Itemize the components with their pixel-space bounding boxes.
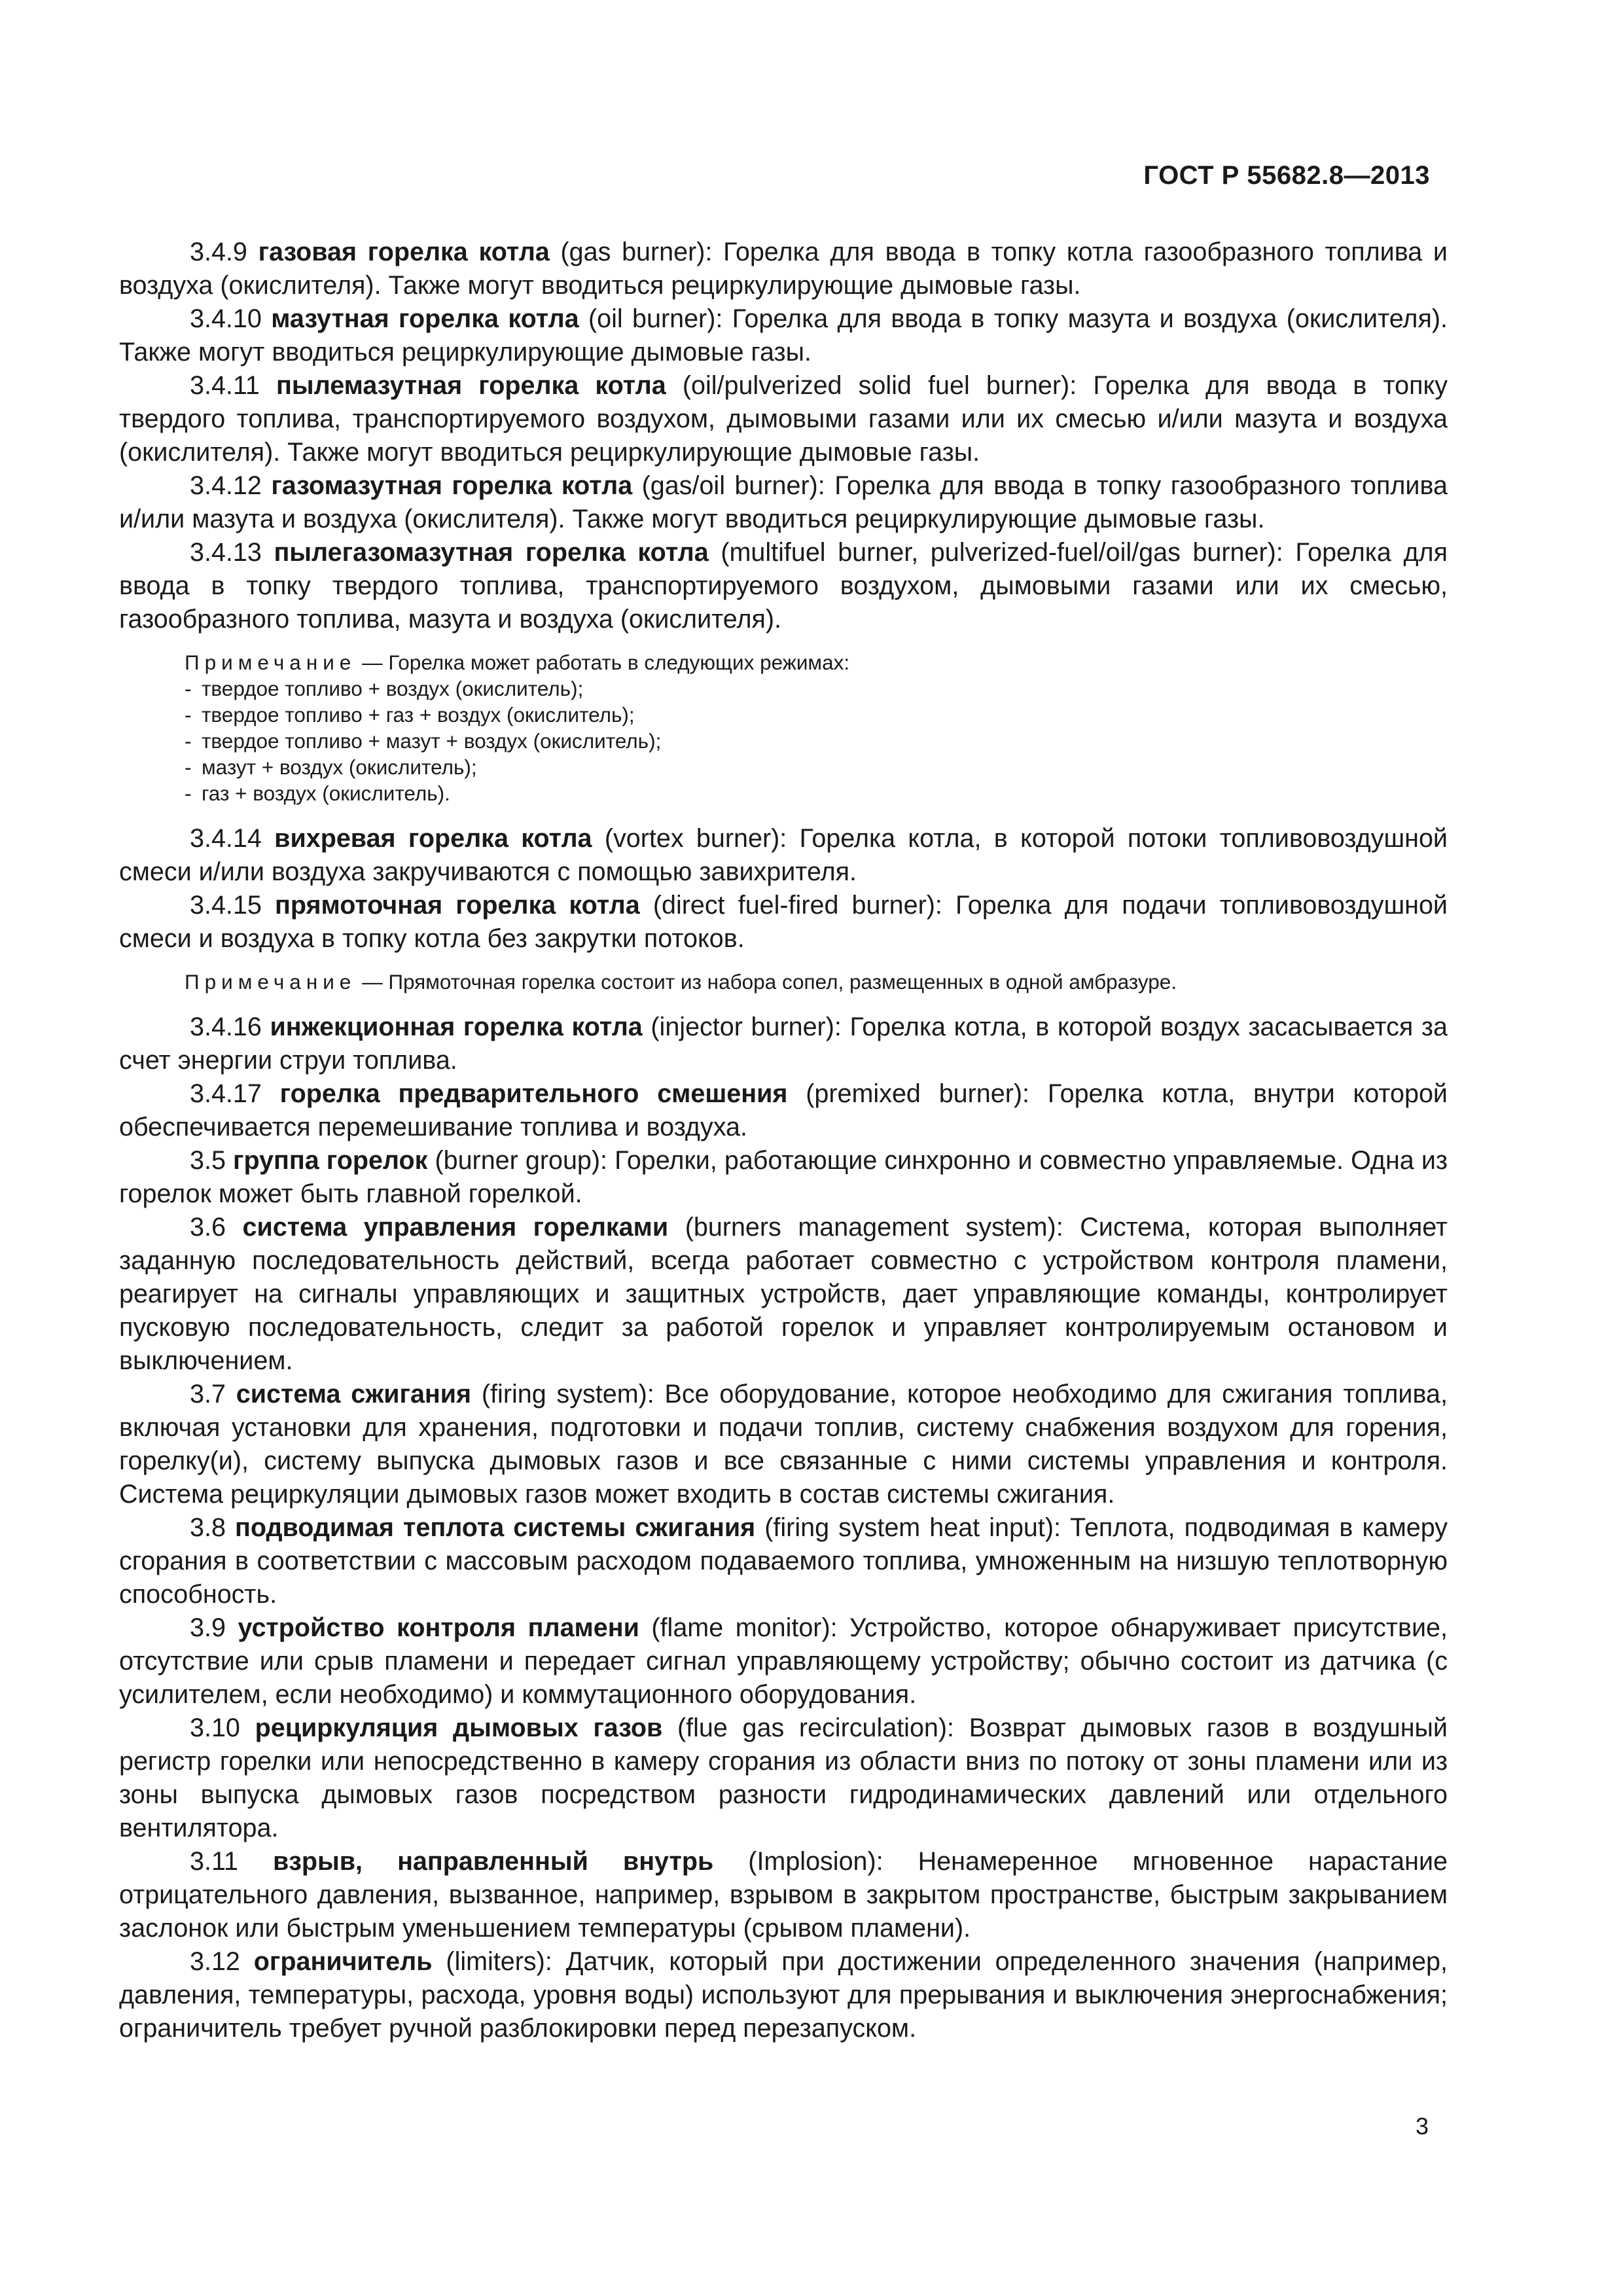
definition-paragraph — [119, 1144, 1448, 1211]
definition-paragraph — [119, 1211, 1448, 1378]
definition-number: 3.4.9 — [190, 238, 247, 266]
definition-text: (gas/oil burner): Горелка для ввода в топку газообразного топлива и/или мазута и воздуха (окислителя). Также могут вводиться рециркулирующие дымовые газы. — [119, 471, 1448, 533]
definition-number: 3.10 — [190, 1713, 240, 1742]
definition-number: 3.4.10 — [190, 304, 262, 333]
definition-text: (limiters): Датчик, который при достижении определенного значения (например, давления, температуры, расхода, уровня воды) используют для прерывания и выключения энергоснабжения; ограничитель требует ручной разблокировки перед перезапуском. — [119, 1947, 1448, 2043]
definition-number: 3.6 — [190, 1213, 226, 1242]
definition-paragraph — [119, 1378, 1448, 1511]
definition-text: (firing system): Все оборудование, которое необходимо для сжигания топлива, включая установки для хранения, подготовки и подачи топлив, систему снабжения воздухом для горения, горелку(и), систему выпуска дымовых газов и все связанные с ними системы управления и контроля. Система рециркуляции дымовых газов может входить в состав системы сжигания. — [119, 1380, 1448, 1509]
note-list-item-text: твердое топливо + мазут + воздух (окислитель); — [202, 729, 662, 753]
list-dash: - — [185, 755, 192, 779]
page-content — [119, 236, 1448, 2045]
definition-text: (injector burner): Горелка котла, в которой воздух засасывается за счет энергии струи топлива. — [119, 1013, 1448, 1075]
list-dash: - — [185, 677, 192, 700]
definition-paragraph — [119, 236, 1448, 302]
definition-term: ограничитель — [253, 1947, 433, 1976]
note-1-head — [185, 649, 1448, 675]
definition-text: (multifuel burner, pulverized-fuel/oil/gas burner): Горелка для ввода в топку твердого топлива, транспортируемого воздухом, дымовыми газами или их смесью, газообразного топлива, мазута и воздуха (окислителя). — [119, 538, 1448, 634]
definition-paragraph — [119, 1712, 1448, 1845]
note-list-item — [185, 702, 1448, 728]
definition-number: 3.7 — [190, 1380, 226, 1408]
definition-number: 3.4.12 — [190, 471, 262, 500]
definition-paragraph — [119, 1011, 1448, 1077]
definition-number: 3.12 — [190, 1947, 240, 1976]
definition-number: 3.5 — [190, 1146, 226, 1175]
definition-term: система сжигания — [236, 1380, 472, 1408]
note-2-text: — Прямоточная горелка состоит из набора сопел, размещенных в одной амбразуре. — [356, 970, 1177, 994]
definition-text: (gas burner): Горелка для ввода в топку котла газообразного топлива и воздуха (окислителя). Также могут вводиться рециркулирующие дымовые газы. — [119, 238, 1448, 300]
definition-term: мазутная горелка котла — [271, 304, 579, 333]
definition-term: рециркуляция дымовых газов — [255, 1713, 663, 1742]
definition-text: (burner group): Горелки, работающие синхронно и совместно управляемые. Одна из горелок может быть главной горелкой. — [119, 1146, 1448, 1208]
note-1-label: Примечание — [185, 651, 357, 674]
document-header: ГОСТ Р 55682.8—2013 — [1143, 161, 1430, 190]
definition-paragraph — [119, 1077, 1448, 1144]
definition-text: (oil/pulverized solid fuel burner): Горелка для ввода в топку твердого топлива, транспортируемого воздухом, дымовыми газами или их смесью и/или мазута и воздуха (окислителя). Также могут вводиться рециркулирующие дымовые газы. — [119, 371, 1448, 467]
note-1 — [119, 649, 1448, 806]
definition-paragraph — [119, 822, 1448, 889]
note-list-item — [185, 780, 1448, 806]
note-list-item — [185, 728, 1448, 754]
definition-number: 3.4.11 — [190, 371, 260, 400]
note-2 — [119, 969, 1448, 995]
definition-text: (premixed burner): Горелка котла, внутри которой обеспечивается перемешивание топлива и воздуха. — [119, 1079, 1448, 1141]
definition-paragraph — [119, 302, 1448, 369]
note-1-list — [185, 675, 1448, 806]
list-dash: - — [185, 781, 192, 805]
note-list-item-text: твердое топливо + газ + воздух (окислитель); — [202, 703, 635, 726]
definition-paragraph — [119, 889, 1448, 956]
definition-paragraph — [119, 1611, 1448, 1712]
definition-number: 3.4.14 — [190, 824, 262, 853]
definition-text: (flame monitor): Устройство, которое обнаруживает присутствие, отсутствие или срыв пламени и передает сигнал управляющему устройству; обычно состоит из датчика (с усилителем, если необходимо) и коммутационного оборудования. — [119, 1613, 1448, 1709]
note-list-item-text: твердое топливо + воздух (окислитель); — [202, 677, 584, 700]
definition-number: 3.11 — [190, 1847, 238, 1876]
definition-text: (oil burner): Горелка для ввода в топку мазута и воздуха (окислителя). Также могут вводиться рециркулирующие дымовые газы. — [119, 304, 1448, 367]
note-2-label: Примечание — [185, 970, 357, 994]
definition-number: 3.4.17 — [190, 1079, 262, 1108]
definitions-group-1 — [119, 236, 1448, 636]
note-1-text: — Горелка может работать в следующих режимах: — [356, 651, 850, 674]
definitions-group-3 — [119, 1011, 1448, 2045]
definition-paragraph — [119, 469, 1448, 536]
note-list-item — [185, 675, 1448, 702]
definition-number: 3.4.15 — [190, 891, 262, 920]
definition-text: (firing system heat input): Теплота, подводимая в камеру сгорания в соответствии с массовым расходом подаваемого топлива, умноженным на низшую теплотворную способность. — [119, 1513, 1448, 1609]
definition-paragraph — [119, 1511, 1448, 1611]
definition-term: пылегазомазутная горелка котла — [274, 538, 709, 567]
definitions-group-2 — [119, 822, 1448, 956]
definition-term: группа горелок — [233, 1146, 428, 1175]
definition-term: газовая горелка котла — [258, 238, 550, 266]
note-list-item — [185, 754, 1448, 780]
definition-term: прямоточная горелка котла — [274, 891, 640, 920]
definition-term: газомазутная горелка котла — [271, 471, 633, 500]
definition-text: (direct fuel-fired burner): Горелка для подачи топливовоздушной смеси и воздуха в топку котла без закрутки потоков. — [119, 891, 1448, 953]
definition-term: подводимая теплота системы сжигания — [235, 1513, 756, 1542]
definition-term: вихревая горелка котла — [274, 824, 592, 853]
definition-number: 3.9 — [190, 1613, 226, 1642]
definition-text: (flue gas recirculation): Возврат дымовых газов в воздушный регистр горелки или непосредственно в камеру сгорания из области вниз по потоку от зоны пламени или из зоны выпуска дымовых газов посредством разности гидродинамических давлений или отдельного вентилятора. — [119, 1713, 1448, 1842]
definition-number: 3.4.16 — [190, 1013, 262, 1041]
note-2-head — [185, 969, 1448, 995]
definition-term: пылемазутная горелка котла — [276, 371, 666, 400]
definition-number: 3.4.13 — [190, 538, 262, 567]
definition-paragraph — [119, 369, 1448, 469]
definition-term: инжекционная горелка котла — [270, 1013, 643, 1041]
definition-term: система управления горелками — [242, 1213, 669, 1242]
definition-number: 3.8 — [190, 1513, 226, 1542]
definition-term: горелка предварительного смешения — [279, 1079, 788, 1108]
definition-text: (burners management system): Система, которая выполняет заданную последовательность действий, всегда работает совместно с устройством контроля пламени, реагирует на сигналы управляющих и защитных устройств, дает управляющие команды, контролирует пусковую последовательность, следит за работой горелок и управляет контролируемым остановом и выключением. — [119, 1213, 1448, 1375]
definition-paragraph — [119, 1845, 1448, 1945]
definition-text: (vortex burner): Горелка котла, в которой потоки топливовоздушной смеси и/или воздуха закручиваются с помощью завихрителя. — [119, 824, 1448, 886]
page-number: 3 — [1415, 2113, 1429, 2140]
definition-term: взрыв, направленный внутрь — [273, 1847, 714, 1876]
note-list-item-text: газ + воздух (окислитель). — [202, 781, 450, 805]
definition-term: устройство контроля пламени — [238, 1613, 639, 1642]
list-dash: - — [185, 703, 192, 726]
definition-paragraph — [119, 1945, 1448, 2045]
list-dash: - — [185, 729, 192, 753]
definition-text: (Implosion): Ненамеренное мгновенное нарастание отрицательного давления, вызванное, например, взрывом в закрытом пространстве, быстрым закрыванием заслонок или быстрым уменьшением температуры (срывом пламени). — [119, 1847, 1448, 1943]
definition-paragraph — [119, 536, 1448, 636]
note-list-item-text: мазут + воздух (окислитель); — [202, 755, 477, 779]
